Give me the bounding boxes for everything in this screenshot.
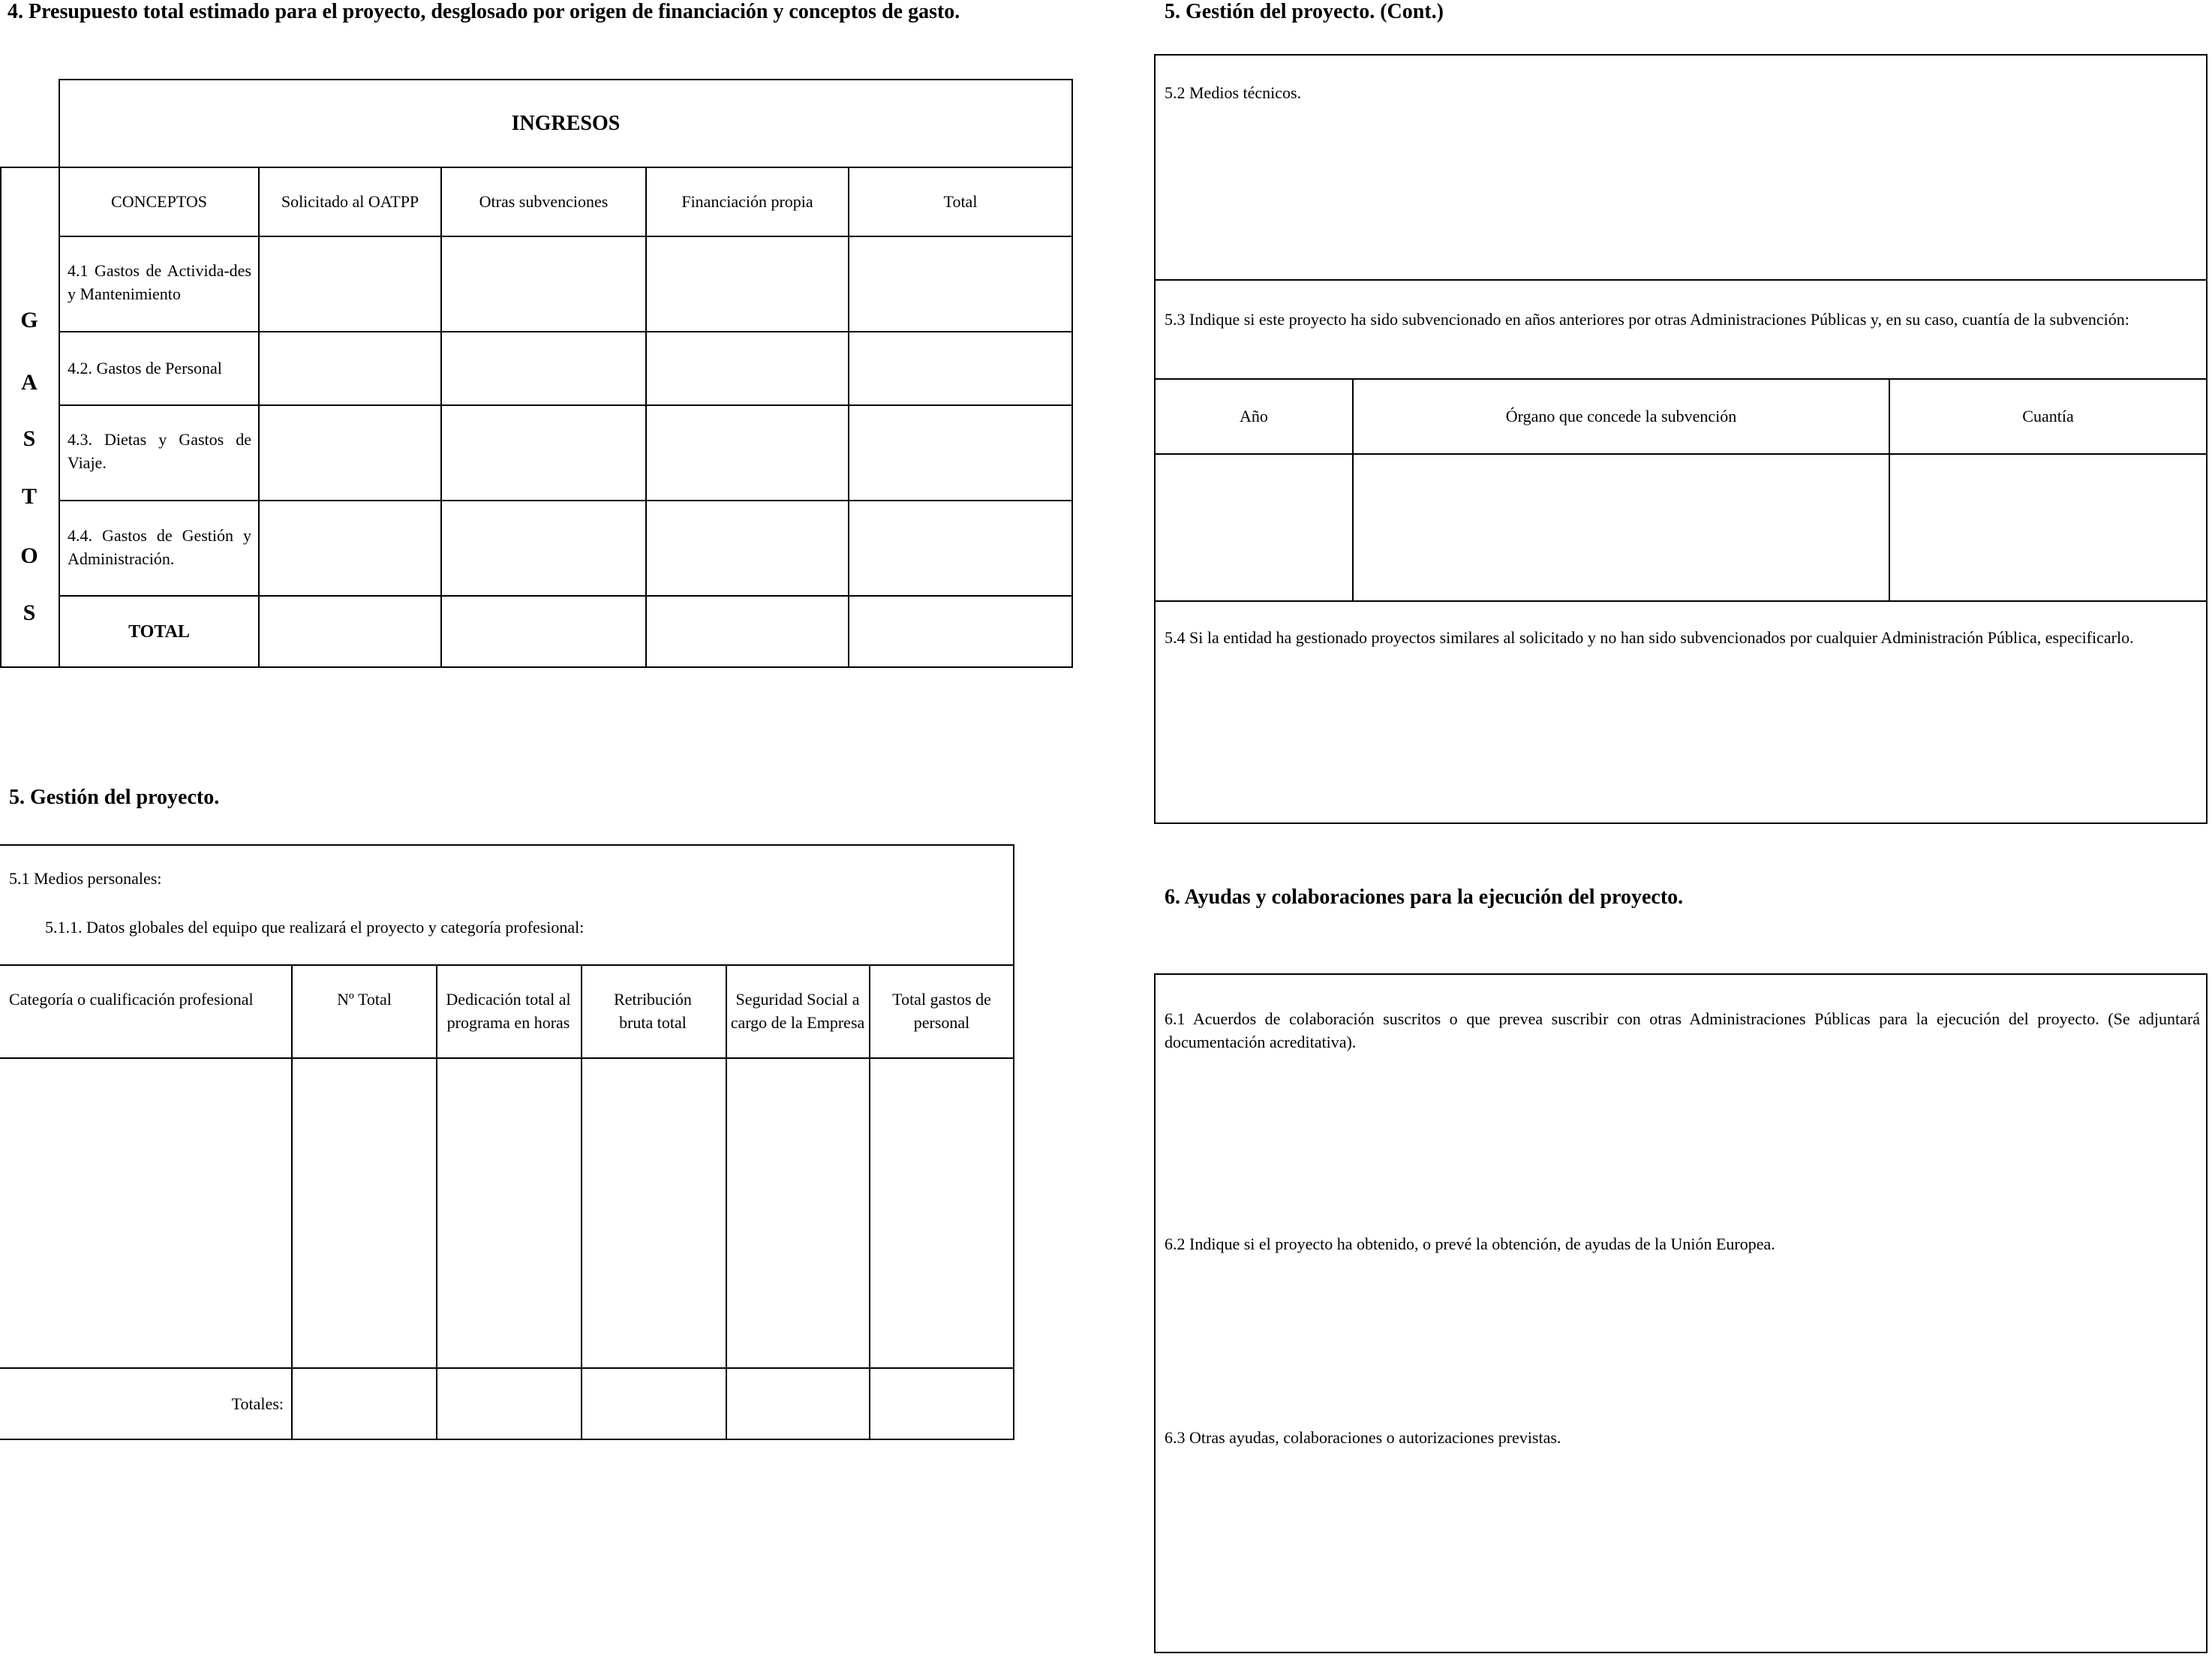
budget-cell[interactable] <box>849 597 1071 666</box>
other-aid-field[interactable] <box>1156 1456 2206 1651</box>
row-label-gastos-actividades: 4.1 Gastos de Activida-des y Mantenimiento <box>68 261 251 303</box>
gastos-letter: O <box>20 543 38 568</box>
section-5-1-1-label: 5.1.1. Datos globales del equipo que realizará el proyecto y categoría profesional: <box>45 918 585 937</box>
col-header-n-total: Nº Total <box>337 990 392 1009</box>
personnel-cell[interactable] <box>870 1059 1013 1367</box>
personnel-cell[interactable] <box>293 1059 436 1367</box>
budget-cell[interactable] <box>442 501 645 595</box>
personnel-cell[interactable] <box>437 1059 581 1367</box>
gastos-letter: G <box>20 308 38 332</box>
budget-cell[interactable] <box>260 501 440 595</box>
section-5-1-label: 5.1 Medios personales: <box>9 869 162 888</box>
personnel-category-cell[interactable] <box>2 1059 291 1367</box>
section-6-3-label: 6.3 Otras ayudas, colaboraciones o autorizaciones previstas. <box>1165 1428 1561 1447</box>
budget-cell[interactable] <box>260 406 440 500</box>
gastos-letter: S <box>23 426 36 451</box>
section-5-3-label: 5.3 Indique si este proyecto ha sido subvencionado en años anteriores por otras Administraciones Públicas y, en su caso, cuantía de la subvención: <box>1165 310 2129 329</box>
section-5-heading: 5. Gestión del proyecto. <box>9 786 220 809</box>
collaboration-agreements-field[interactable] <box>1156 1058 2206 1223</box>
col-header-cuantia: Cuantía <box>2022 407 2074 426</box>
technical-means-field[interactable] <box>1156 107 2206 278</box>
budget-cell[interactable] <box>260 237 440 331</box>
budget-cell[interactable] <box>442 332 645 404</box>
gastos-letter: S <box>23 600 36 625</box>
budget-cell[interactable] <box>849 332 1071 404</box>
row-label-gastos-personal: 4.2. Gastos de Personal <box>68 359 222 377</box>
personnel-cell[interactable] <box>727 1059 869 1367</box>
totals-cell[interactable] <box>870 1369 1013 1439</box>
col-header-total-gastos: Total gastos de personal <box>892 990 991 1032</box>
budget-cell[interactable] <box>260 597 440 666</box>
totals-cell[interactable] <box>293 1369 436 1439</box>
row-label-total: TOTAL <box>128 621 190 642</box>
subsidy-year-cell[interactable] <box>1156 455 1352 600</box>
col-header-seguridad-social: Seguridad Social a cargo de la Empresa <box>730 990 865 1032</box>
budget-cell[interactable] <box>849 237 1071 331</box>
section-5-cont-heading: 5. Gestión del proyecto. (Cont.) <box>1165 0 1444 23</box>
col-header-organo: Órgano que concede la subvención <box>1505 407 1737 426</box>
row-label-dietas-viaje: 4.3. Dietas y Gastos de Viaje. <box>68 430 251 472</box>
gastos-letter: A <box>21 370 38 395</box>
totales-label: Totales: <box>231 1394 284 1413</box>
section-4-heading: 4. Presupuesto total estimado para el proyecto, desglosado por origen de financiación y conceptos de gasto. <box>8 0 960 23</box>
col-header-total: Total <box>943 192 978 211</box>
personnel-cell[interactable] <box>582 1059 726 1367</box>
gastos-letter: T <box>21 484 37 509</box>
section-5-2-label: 5.2 Medios técnicos. <box>1165 83 1302 102</box>
section-5-4-label: 5.4 Si la entidad ha gestionado proyectos similares al solicitado y no han sido subvencionados por cualquier Administración Pública, especificarlo. <box>1165 628 2134 647</box>
totals-cell[interactable] <box>727 1369 869 1439</box>
budget-cell[interactable] <box>647 406 848 500</box>
budget-cell[interactable] <box>442 237 645 331</box>
col-header-financiacion-propia: Financiación propia <box>681 192 813 211</box>
col-header-retribucion: Retribución bruta total <box>614 990 692 1032</box>
budget-cell[interactable] <box>849 501 1071 595</box>
totals-cell[interactable] <box>582 1369 726 1439</box>
budget-cell[interactable] <box>442 597 645 666</box>
col-header-ano: Año <box>1240 407 1268 426</box>
budget-cell[interactable] <box>260 332 440 404</box>
col-header-dedicacion: Dedicación total al programa en horas <box>446 990 571 1032</box>
budget-cell[interactable] <box>442 406 645 500</box>
section-6-1-label: 6.1 Acuerdos de colaboración suscritos o que prevea suscribir con otras Administraciones Públicas para la ejecución del proyecto. (Se adjuntará documentación acreditativa). <box>1165 1009 2200 1051</box>
subsidy-organ-cell[interactable] <box>1354 455 1889 600</box>
budget-cell[interactable] <box>647 597 848 666</box>
col-header-solicitado: Solicitado al OATPP <box>281 192 419 211</box>
section-6-heading: 6. Ayudas y colaboraciones para la ejecución del proyecto. <box>1165 886 1684 909</box>
col-header-categoria: Categoría o cualificación profesional <box>9 990 254 1009</box>
section-6-2-label: 6.2 Indique si el proyecto ha obtenido, o prevé la obtención, de ayudas de la Unión Europea. <box>1165 1234 1775 1253</box>
budget-cell[interactable] <box>647 501 848 595</box>
totals-cell[interactable] <box>437 1369 581 1439</box>
budget-cell[interactable] <box>849 406 1071 500</box>
eu-aid-field[interactable] <box>1156 1261 2206 1418</box>
budget-cell[interactable] <box>647 332 848 404</box>
similar-projects-field[interactable] <box>1156 675 2206 822</box>
col-header-conceptos: CONCEPTOS <box>111 192 207 211</box>
ingresos-header: INGRESOS <box>511 111 621 135</box>
col-header-otras-subvenciones: Otras subvenciones <box>479 192 609 211</box>
subsidy-amount-cell[interactable] <box>1890 455 2206 600</box>
budget-cell[interactable] <box>647 237 848 331</box>
row-label-gestion-administracion: 4.4. Gastos de Gestión y Administración. <box>68 526 251 568</box>
